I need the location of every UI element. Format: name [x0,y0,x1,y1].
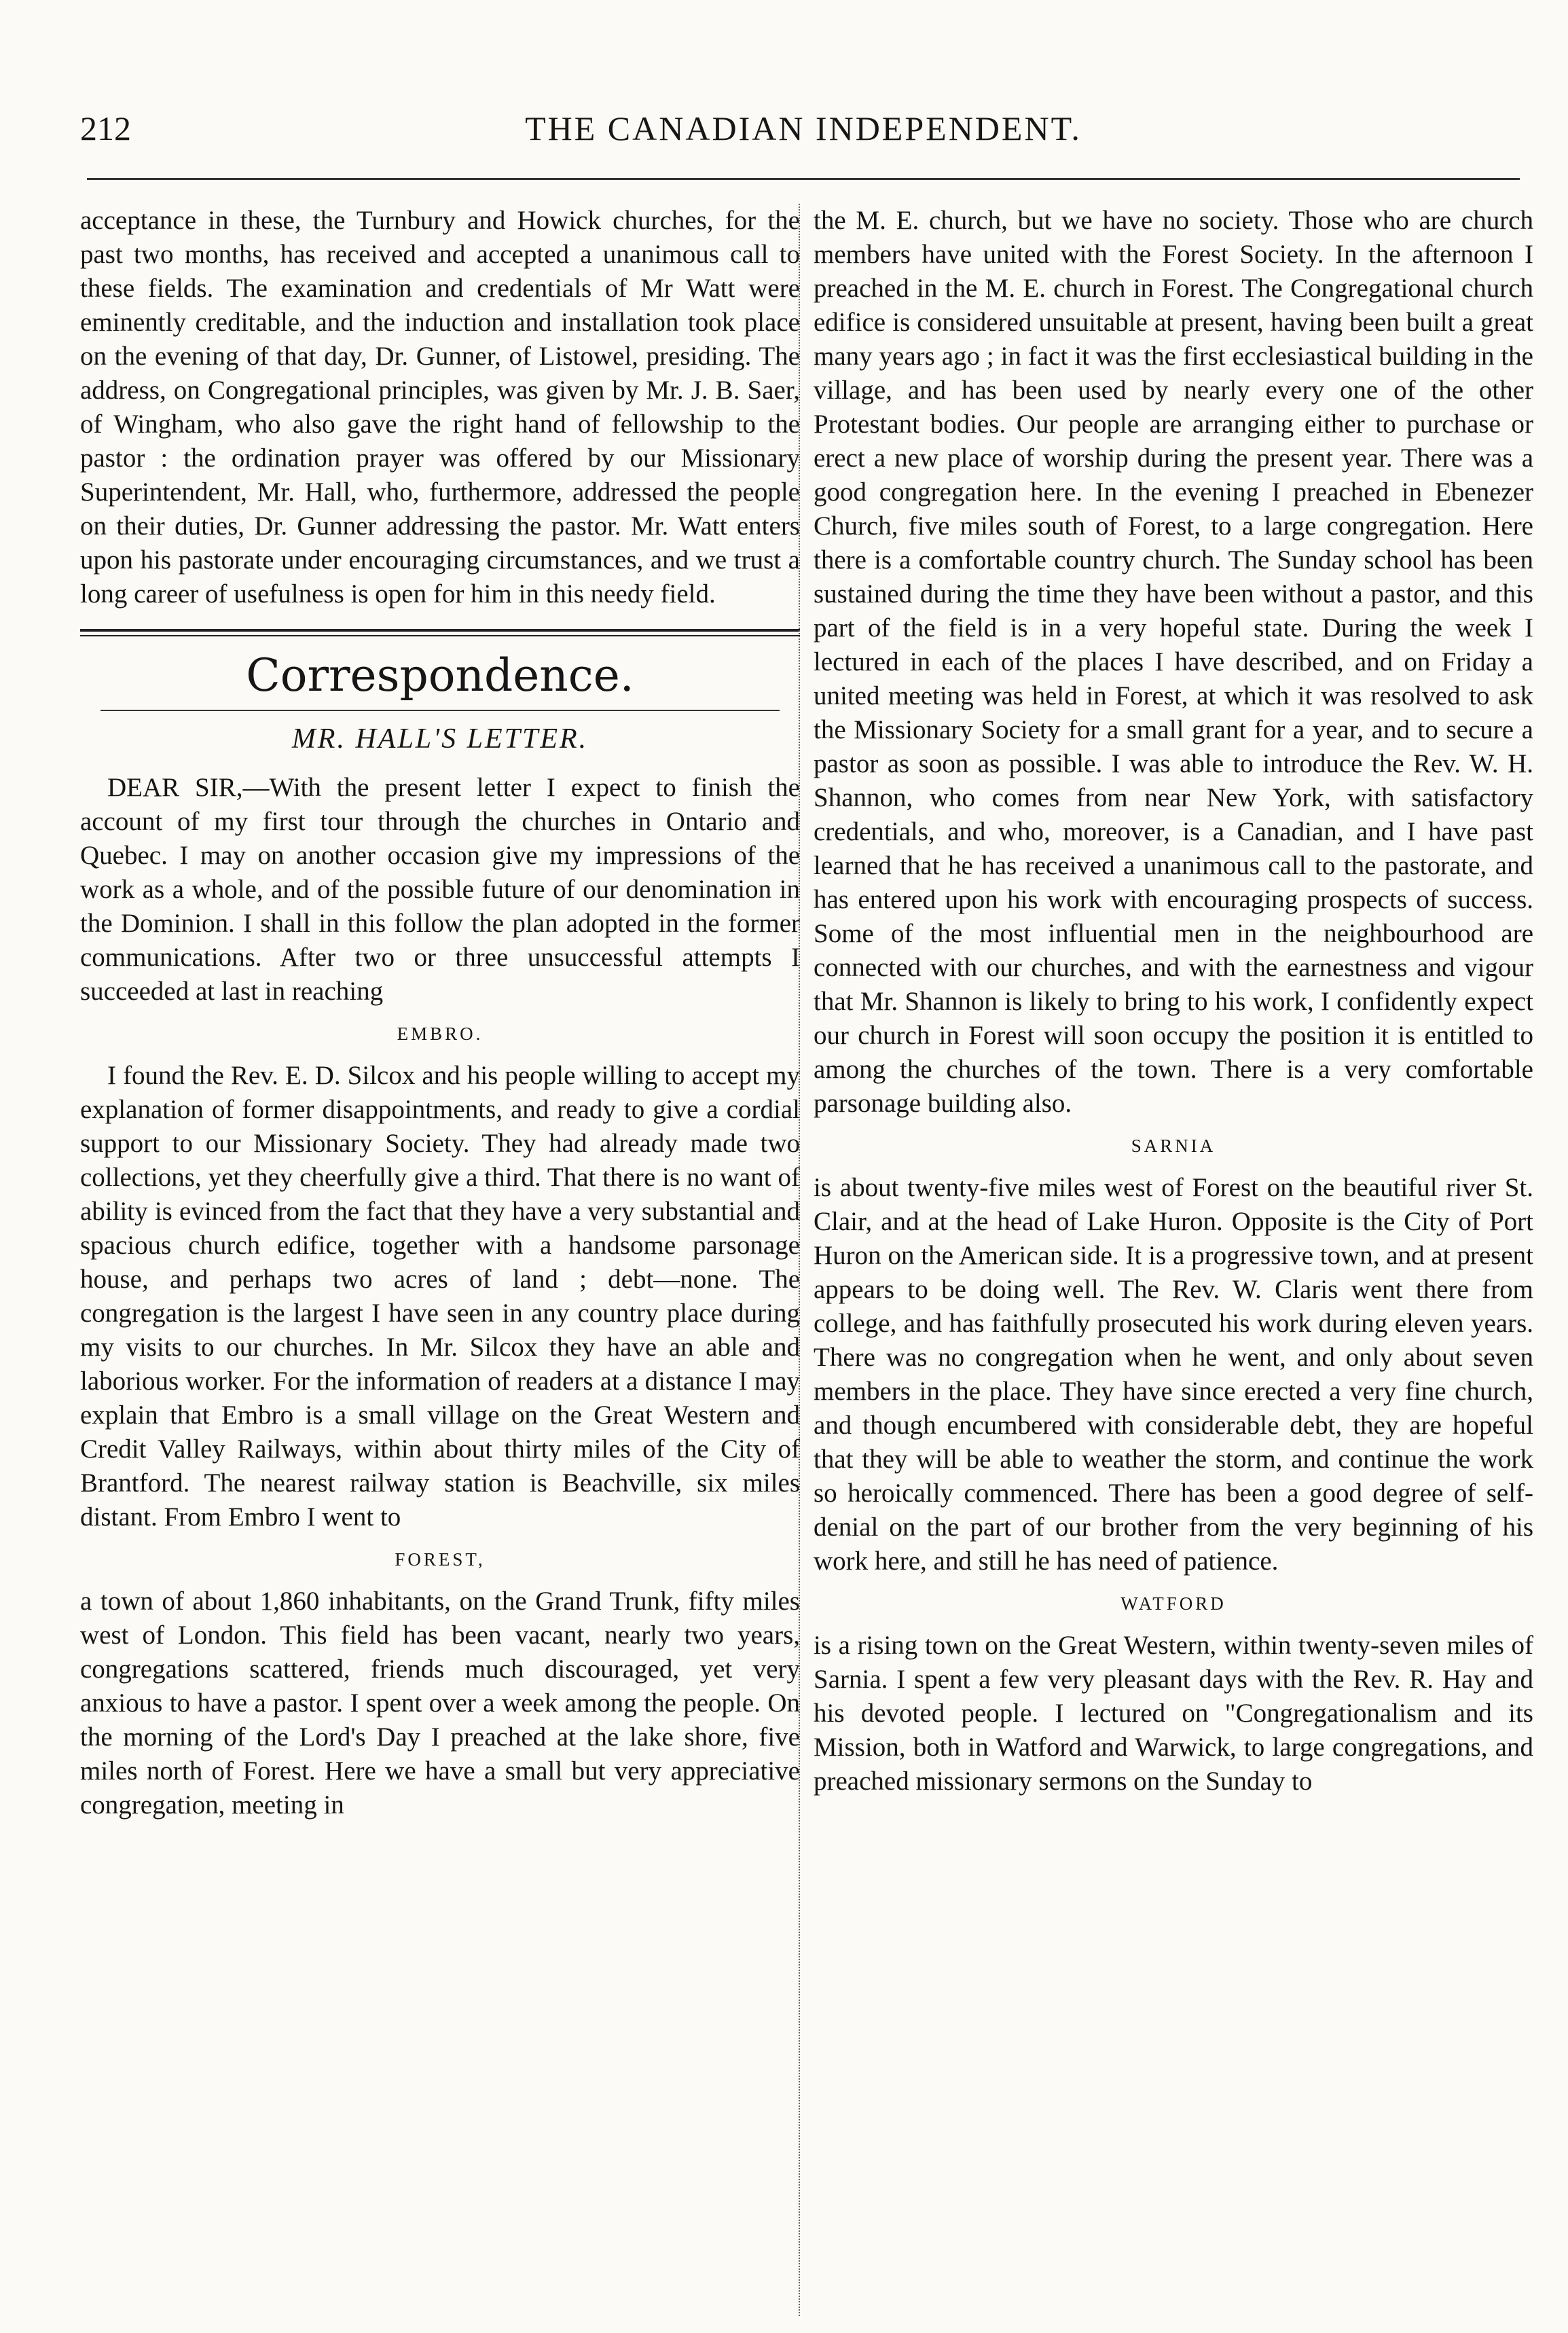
forest-paragraph: a town of about 1,860 inhabitants, on the Grand Trunk, fifty miles west of London. This field has been vacant, nearly two years, congregations scattered, friends much discouraged, yet very anxious to have a pastor. I spent over a week among the people. On the morning of the Lord's Day I preached at the lake shore, five miles north of Forest. Here we have a small but very appreciative congregation, meeting in [80,1587,800,1820]
letter-title: MR. HALL'S LETTER. [291,723,589,755]
page-number: 212 [80,109,131,147]
left-column [80,204,800,1822]
sarnia-paragraph: is about twenty-five miles west of Forest on the beautiful river St. Clair, and at the head of Lake Huron. Opposite is the City of Port Huron on the American side. It is a progressive town, and at present appears to be doing well. The Rev. W. Claris went there from college, and has faithfully prosecuted his work during eleven years. There was no congregation when he went, and only about seven members in the place. They have since erected a very fine church, and though encumbered with considerable debt, they are hopeful that they will be able to weather the storm, and continue the work so heroically commenced. There has been a good degree of self-denial on the part of our brother from the very beginning of his work here, and still he has need of patience. [814,1173,1533,1576]
forest-continued-paragraph: the M. E. church, but we have no society. Those who are church members have united with the Forest Society. In the afternoon I preached in the M. E. church in Forest. The Congregational church edifice is considered unsuitable at present, having been built a great many years ago ; in fact it was the first ecclesiastical building in the village, and has been used by nearly every one of the other Protestant bodies. Our people are arranging either to purchase or erect a new place of worship during the present year. There was a good congregation here. In the evening I preached in Ebenezer Church, five miles south of Forest, to a large congregation. Here there is a comfortable country church. The Sunday school has been sustained during the time they have been without a pastor, and this part of the field is in a very hopeful state. During the week I lectured in each of the places I have described, and on Friday a united meeting was held in Forest, at which it was resolved to ask the Missionary Society for a small grant for a year, and to secure a pastor as soon as possible. I was able to introduce the Rev. W. H. Shannon, who comes from near New York, with satisfactory credentials, and who, moreover, is a Canadian, and I have past learned that he has received a unanimous call to the pastorate, and has entered upon his work with encouraging prospects of success. Some of the most influential men in the neighbourhood are connected with our churches, and with the earnestness and vigour that Mr. Shannon is likely to bring to his work, I confidently expect our church in Forest will soon occupy the position it is entitled to among the churches of the town. There is a very comfortable parsonage building also. [814,206,1533,1118]
right-column [814,204,1533,1798]
heading-rule [101,710,780,711]
watford-paragraph: is a rising town on the Great Western, within twenty-seven miles of Sarnia. I spent a few very pleasant days with the Rev. R. Hay and his devoted people. I lectured on "Congregationalism and its Mission, both in Watford and Warwick, to large congregations, and preached missionary sermons on the Sunday to [814,1631,1533,1796]
place-heading-sarnia: SARNIA [1131,1136,1216,1156]
page-header [80,102,1527,156]
column-divider [799,204,800,2316]
section-divider [80,629,800,636]
running-title: THE CANADIAN INDEPENDENT. [525,109,1082,147]
letter-opening-paragraph: DEAR SIR,—With the present letter I expect to finish the account of my first tour through the churches in Ontario and Quebec. I may on another occasion give my impressions of the work as a whole, and of the possible future of our denomination in the Dominion. I shall in this follow the plan adopted in the former communications. After two or three unsuccessful attempts I succeeded at last in reaching [80,773,800,1006]
place-heading-forest: FOREST, [395,1549,486,1570]
header-rule [87,178,1520,180]
place-heading-watford: WATFORD [1120,1593,1226,1614]
place-heading-embro: EMBRO. [397,1024,484,1044]
intro-paragraph: acceptance in these, the Turnbury and Howick churches, for the past two months, has received and accepted a unanimous call to these fields. The examination and credentials of Mr Watt were eminently creditable, and the induction and installation took place on the evening of that day, Dr. Gunner, of Listowel, presiding. The address, on Congregational principles, was given by Mr. J. B. Saer, of Wingham, who also gave the right hand of fellowship to the pastor : the ordination prayer was offered by our Missionary Superintendent, Mr. Hall, who, furthermore, addressed the people on their duties, Dr. Gunner addressing the pastor. Mr. Watt enters upon his pastorate under encouraging circumstances, and we trust a long career of usefulness is open for him in this needy field. [80,206,800,609]
embro-paragraph: I found the Rev. E. D. Silcox and his people willing to accept my explanation of former disappointments, and ready to give a cordial support to our Missionary Society. They had already made two collections, yet they cheerfully give a third. That there is no want of ability is evinced from the fact that they have a very substantial and spacious church edifice, together with a handsome parsonage house, and perhaps two acres of land ; debt—none. The congregation is the largest I have seen in any country place during my visits to our churches. In Mr. Silcox they have an able and laborious worker. For the information of readers at a distance I may explain that Embro is a small village on the Great Western and Credit Valley Railways, within about thirty miles of the City of Brantford. The nearest railway station is Beachville, six miles distant. From Embro I went to [80,1061,800,1532]
section-heading: Correspondence. [246,649,634,702]
